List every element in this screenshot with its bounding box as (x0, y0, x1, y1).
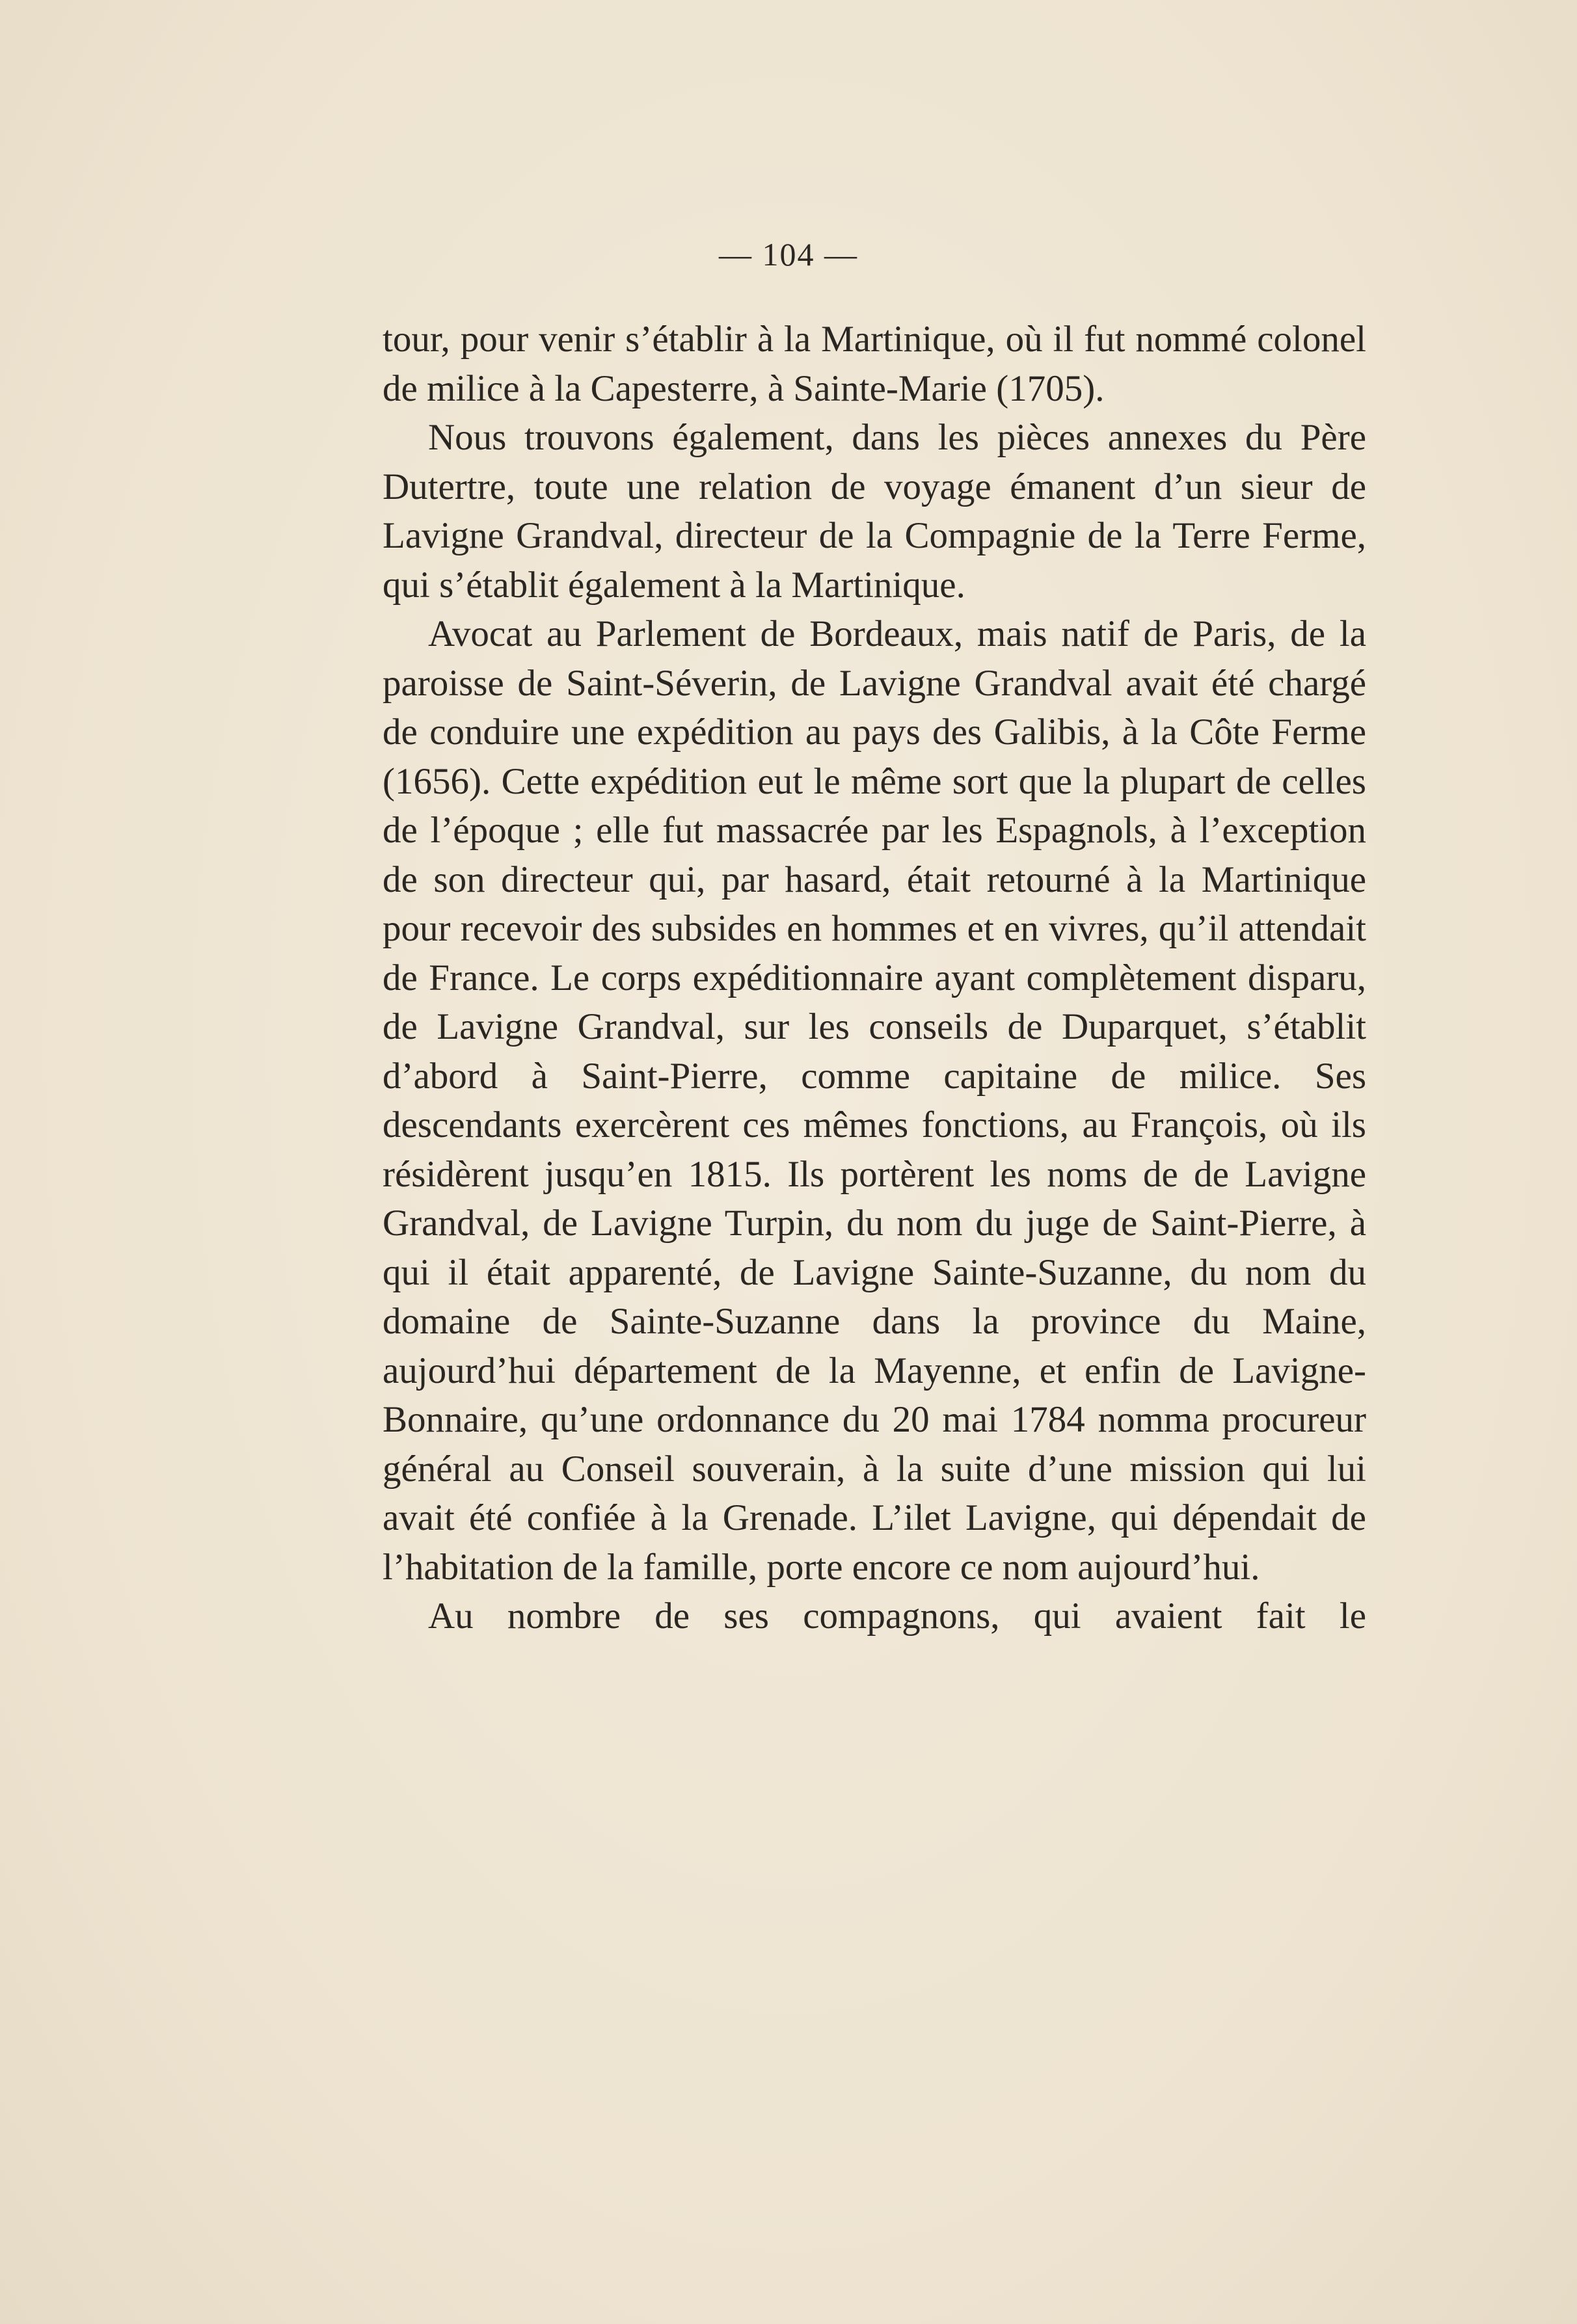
paragraph-3: Avocat au Parlement de Bordeaux, mais natif de Paris, de la paroisse de Saint-Séverin, de Lavigne Grandval avait été chargé de conduire une expédition au pays des Galibis, à la Côte Ferme (1656). Cette expédition eut le même sort que la plupart de celles de l’époque ; elle fut massacrée par les Espagnols, à l’exception de son directeur qui, par hasard, était retourné à la Martinique pour recevoir des subsides en hommes et en vivres, qu’il attendait de France. Le corps expéditionnaire ayant complètement disparu, de Lavigne Grandval, sur les conseils de Duparquet, s’établit d’abord à Saint-Pierre, comme capitaine de milice. Ses descendants exercèrent ces mêmes fonctions, au François, où ils résidèrent jusqu’en 1815. Ils portèrent les noms de de Lavigne Grandval, de Lavigne Turpin, du nom du juge de Saint-Pierre, à qui il était apparenté, de Lavigne Sainte-Suzanne, du nom du domaine de Sainte-Suzanne dans la province du Maine, aujourd’hui département de la Mayenne, et enfin de Lavigne-Bonnaire, qu’une ordonnance du 20 mai 1784 nomma procureur général au Conseil souverain, à la suite d’une mission qui lui avait été confiée à la Grenade. L’ilet Lavigne, qui dépendait de l’habitation de la famille, porte encore ce nom aujourd’hui. (383, 613, 1366, 1588)
body-text (383, 315, 1366, 1641)
paragraph-2: Nous trouvons également, dans les pièces annexes du Père Dutertre, toute une relation de voyage émanent d’un sieur de Lavigne Grandval, directeur de la Compagnie de la Terre Ferme, qui s’établit également à la Martinique. (383, 417, 1366, 606)
paragraph-1: tour, pour venir s’établir à la Martinique, où il fut nommé colonel de milice à la Capesterre, à Sainte-Marie (1705). (383, 319, 1366, 409)
paragraph-4: Au nombre de ses compagnons, qui avaient fait le (428, 1596, 1366, 1636)
page-number: — 104 — (719, 236, 858, 273)
